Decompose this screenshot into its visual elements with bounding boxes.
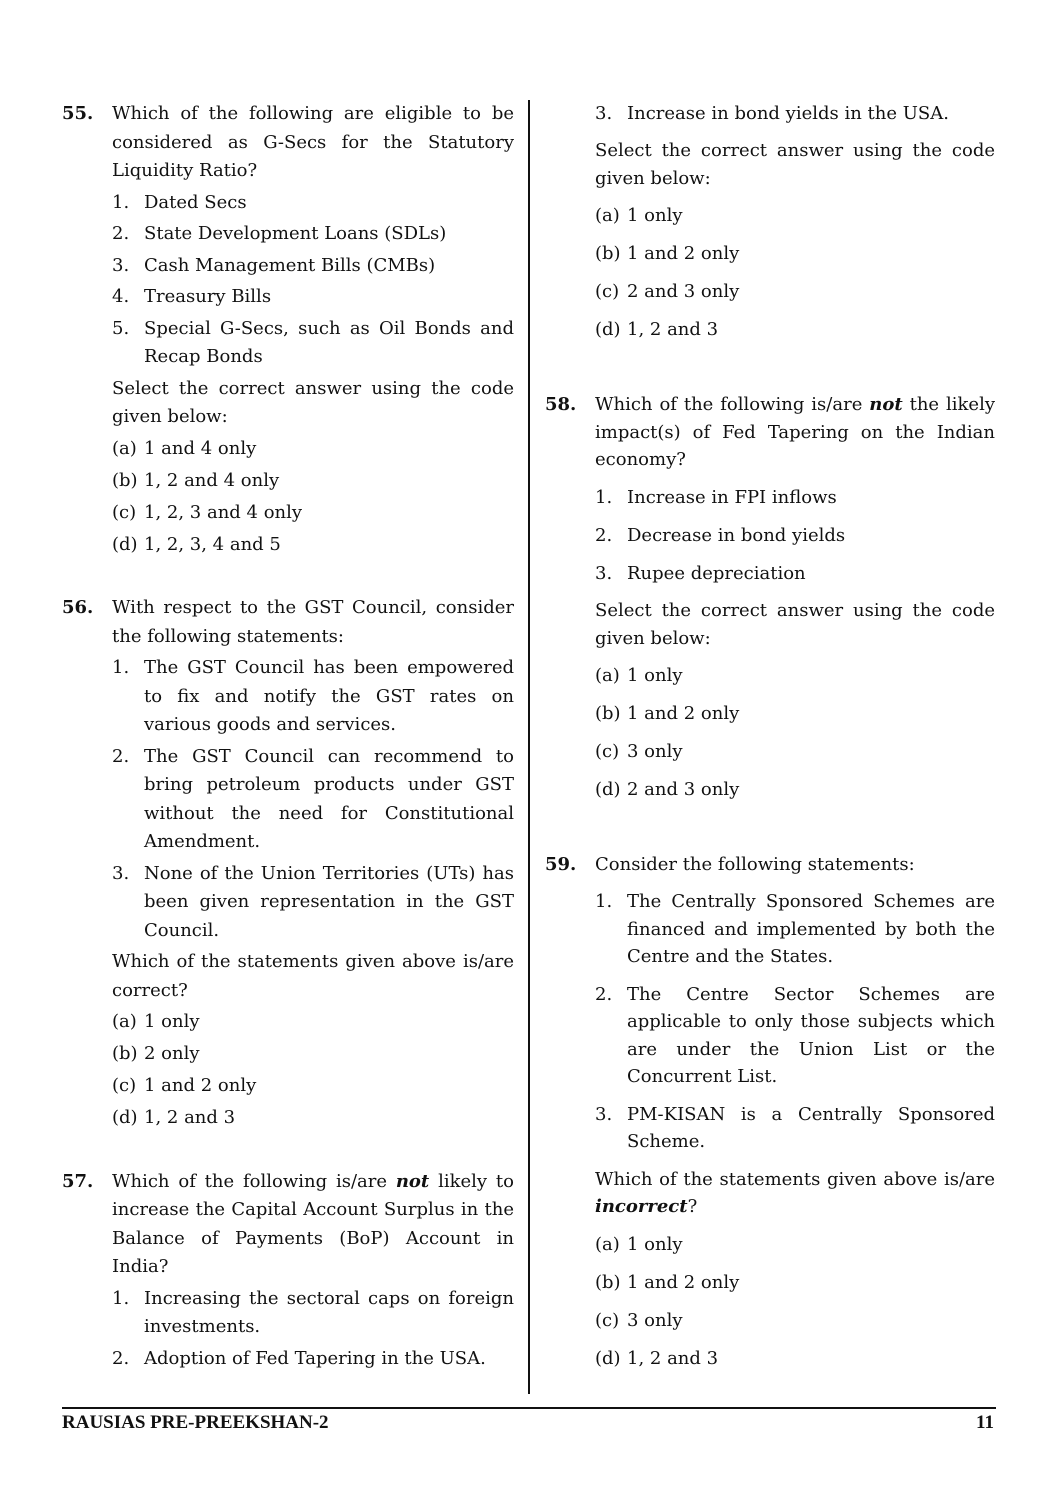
answer-option: (b) 1 and 2 only — [595, 1271, 740, 1293]
emphasis-not: not — [869, 394, 903, 415]
statement-item: 1. The GST Council has been empowered to fix and notify the GST rates on various goods and services. — [112, 657, 514, 735]
answer-option: (d) 1, 2 and 3 — [112, 1107, 236, 1128]
answer-option: (d) 1, 2, 3, 4 and 5 — [112, 533, 281, 555]
statement-item: 1. Increase in FPI inflows — [595, 486, 837, 508]
footer-rule — [62, 1407, 996, 1409]
answer-option: (a) 1 only — [112, 1011, 200, 1032]
answer-option: (d) 1, 2 and 3 — [595, 318, 719, 340]
question-55 — [62, 100, 514, 559]
answer-instruction: Select the correct answer using the code given below: — [595, 139, 995, 189]
statement-item: 3. PM-KISAN is a Centrally Sponsored Scheme. — [595, 1103, 995, 1152]
statement-item: 2. Adoption of Fed Tapering in the USA. — [112, 1347, 486, 1369]
statement-item: 2. Decrease in bond yields — [595, 524, 846, 546]
question-57-continued — [545, 100, 995, 344]
statement-item: 3. Increase in bond yields in the USA. — [595, 103, 949, 124]
question-number: 58. — [545, 394, 577, 415]
answer-option: (b) 1, 2 and 4 only — [112, 469, 280, 491]
statement-item: 3. Cash Management Bills (CMBs) — [112, 254, 436, 276]
answer-option: (a) 1 only — [595, 204, 683, 226]
statement-item: 2. The Centre Sector Schemes are applicable to only those subjects which are under the Union List or the Concurrent List. — [595, 983, 995, 1087]
answer-option: (d) 1, 2 and 3 — [595, 1347, 719, 1369]
question-stem: With respect to the GST Council, consider the following statements: — [112, 597, 514, 647]
statement-item: 5. Special G-Secs, such as Oil Bonds and Recap Bonds — [112, 317, 514, 367]
statement-item: 1. Dated Secs — [112, 191, 247, 213]
answer-option: (b) 2 only — [112, 1043, 200, 1064]
answer-instruction: Which of the statements given above is/are correct? — [112, 951, 514, 1001]
answer-option: (c) 1, 2, 3 and 4 only — [112, 501, 303, 523]
emphasis-incorrect: incorrect — [595, 1196, 688, 1217]
footer-title: RAUSIAS PRE-PREEKSHAN-2 — [62, 1412, 329, 1433]
statement-item: 4. Treasury Bills — [112, 286, 272, 307]
question-58 — [545, 391, 995, 804]
answer-instruction: Select the correct answer using the code given below: — [112, 377, 514, 427]
question-57 — [62, 1168, 514, 1374]
answer-option: (a) 1 only — [595, 1233, 683, 1255]
answer-option: (c) 3 only — [595, 1309, 683, 1331]
answer-option: (b) 1 and 2 only — [595, 242, 740, 264]
statement-item: 1. Increasing the sectoral caps on foreign investments. — [112, 1287, 514, 1337]
answer-option: (d) 2 and 3 only — [595, 779, 740, 800]
question-number: 56. — [62, 597, 94, 618]
answer-option: (b) 1 and 2 only — [595, 703, 740, 724]
question-56 — [62, 594, 514, 1133]
answer-instruction: Select the correct answer using the code given below: — [595, 600, 995, 649]
statement-item: 3. None of the Union Territories (UTs) has been given representation in the GST Council. — [112, 862, 514, 941]
question-number: 59. — [545, 853, 577, 875]
question-number: 57. — [62, 1170, 94, 1192]
right-column — [545, 98, 995, 1372]
statement-item: 2. The GST Council can recommend to bring petroleum products under GST without the need for Constitutional Amendment. — [112, 745, 514, 852]
answer-option: (c) 2 and 3 only — [595, 280, 740, 302]
page-number: 11 — [976, 1412, 994, 1433]
answer-option: (c) 3 only — [595, 741, 683, 762]
answer-option: (a) 1 only — [595, 665, 683, 686]
question-stem: Which of the following is/are not likely to increase the Capital Account Surplus in the Balance of Payments (BoP) Account in India? — [112, 1170, 514, 1277]
answer-option: (a) 1 and 4 only — [112, 437, 257, 459]
question-stem: Consider the following statements: — [595, 853, 915, 875]
statement-item: 3. Rupee depreciation — [595, 562, 806, 584]
column-divider — [528, 100, 530, 1394]
question-stem: Which of the following are eligible to be considered as G-Secs for the Statutory Liquidity Ratio? — [112, 103, 514, 181]
statement-item: 1. The Centrally Sponsored Schemes are financed and implemented by both the Centre and the States. — [595, 891, 995, 967]
question-number: 55. — [62, 103, 94, 124]
question-stem: Which of the following is/are not the likely impact(s) of Fed Tapering on the Indian economy? — [595, 394, 995, 470]
emphasis-not: not — [395, 1170, 430, 1192]
left-column — [62, 98, 514, 1373]
statement-item: 2. State Development Loans (SDLs) — [112, 223, 447, 244]
answer-instruction: Which of the statements given above is/are incorrect? — [595, 1168, 995, 1217]
question-59 — [545, 851, 995, 1373]
answer-option: (c) 1 and 2 only — [112, 1075, 257, 1096]
